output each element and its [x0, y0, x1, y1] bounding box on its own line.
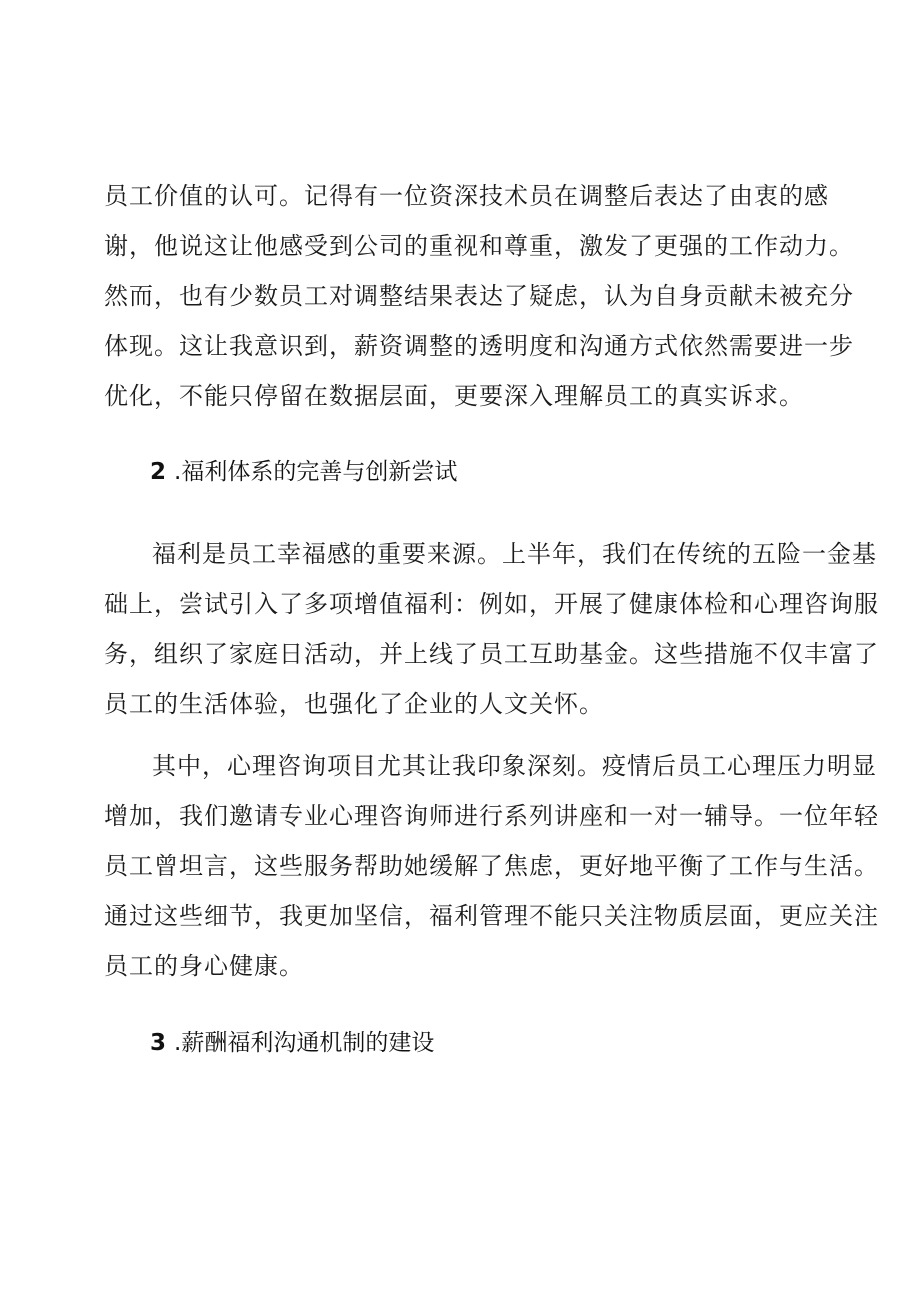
paragraph-salary-feedback: [104, 178, 854, 414]
heading-number: 3: [150, 1030, 167, 1056]
paragraph-line: 增加，我们邀请专业心理咨询师进行系列讲座和一对一辅导。一位年轻: [104, 802, 879, 830]
paragraph-line: 通过这些细节，我更加坚信，福利管理不能只关注物质层面，更应关注: [104, 902, 879, 930]
heading-title: .福利体系的完善与创新尝试: [174, 459, 458, 485]
paragraph-line: 优化，不能只停留在数据层面，更要深入理解员工的真实诉求。: [104, 382, 804, 410]
paragraph-line: 员工的身心健康。: [104, 952, 304, 980]
paragraph-counseling: [104, 748, 879, 984]
paragraph-line: 员工价值的认可。记得有一位资深技术员在调整后表达了由衷的感: [104, 182, 829, 210]
heading-title: .薪酬福利沟通机制的建设: [174, 1030, 435, 1056]
section-heading-3: [150, 1027, 434, 1059]
paragraph-line: 础上，尝试引入了多项增值福利：例如，开展了健康体检和心理咨询服: [104, 590, 879, 618]
paragraph-line: 体现。这让我意识到，薪资调整的透明度和沟通方式依然需要进一步: [104, 332, 854, 360]
paragraph-welfare-intro: [104, 536, 879, 722]
paragraph-line: 其中，心理咨询项目尤其让我印象深刻。疫情后员工心理压力明显: [152, 752, 877, 780]
paragraph-line: 员工的生活体验，也强化了企业的人文关怀。: [104, 690, 604, 718]
paragraph-line: 员工曾坦言，这些服务帮助她缓解了焦虑，更好地平衡了工作与生活。: [104, 852, 879, 880]
heading-number: 2: [150, 459, 167, 485]
paragraph-line: 福利是员工幸福感的重要来源。上半年，我们在传统的五险一金基: [152, 540, 877, 568]
paragraph-line: 谢，他说这让他感受到公司的重视和尊重，激发了更强的工作动力。: [104, 232, 854, 260]
paragraph-line: 然而，也有少数员工对调整结果表达了疑虑，认为自身贡献未被充分: [104, 282, 854, 310]
paragraph-line: 务，组织了家庭日活动，并上线了员工互助基金。这些措施不仅丰富了: [104, 640, 879, 668]
section-heading-2: [150, 456, 457, 488]
